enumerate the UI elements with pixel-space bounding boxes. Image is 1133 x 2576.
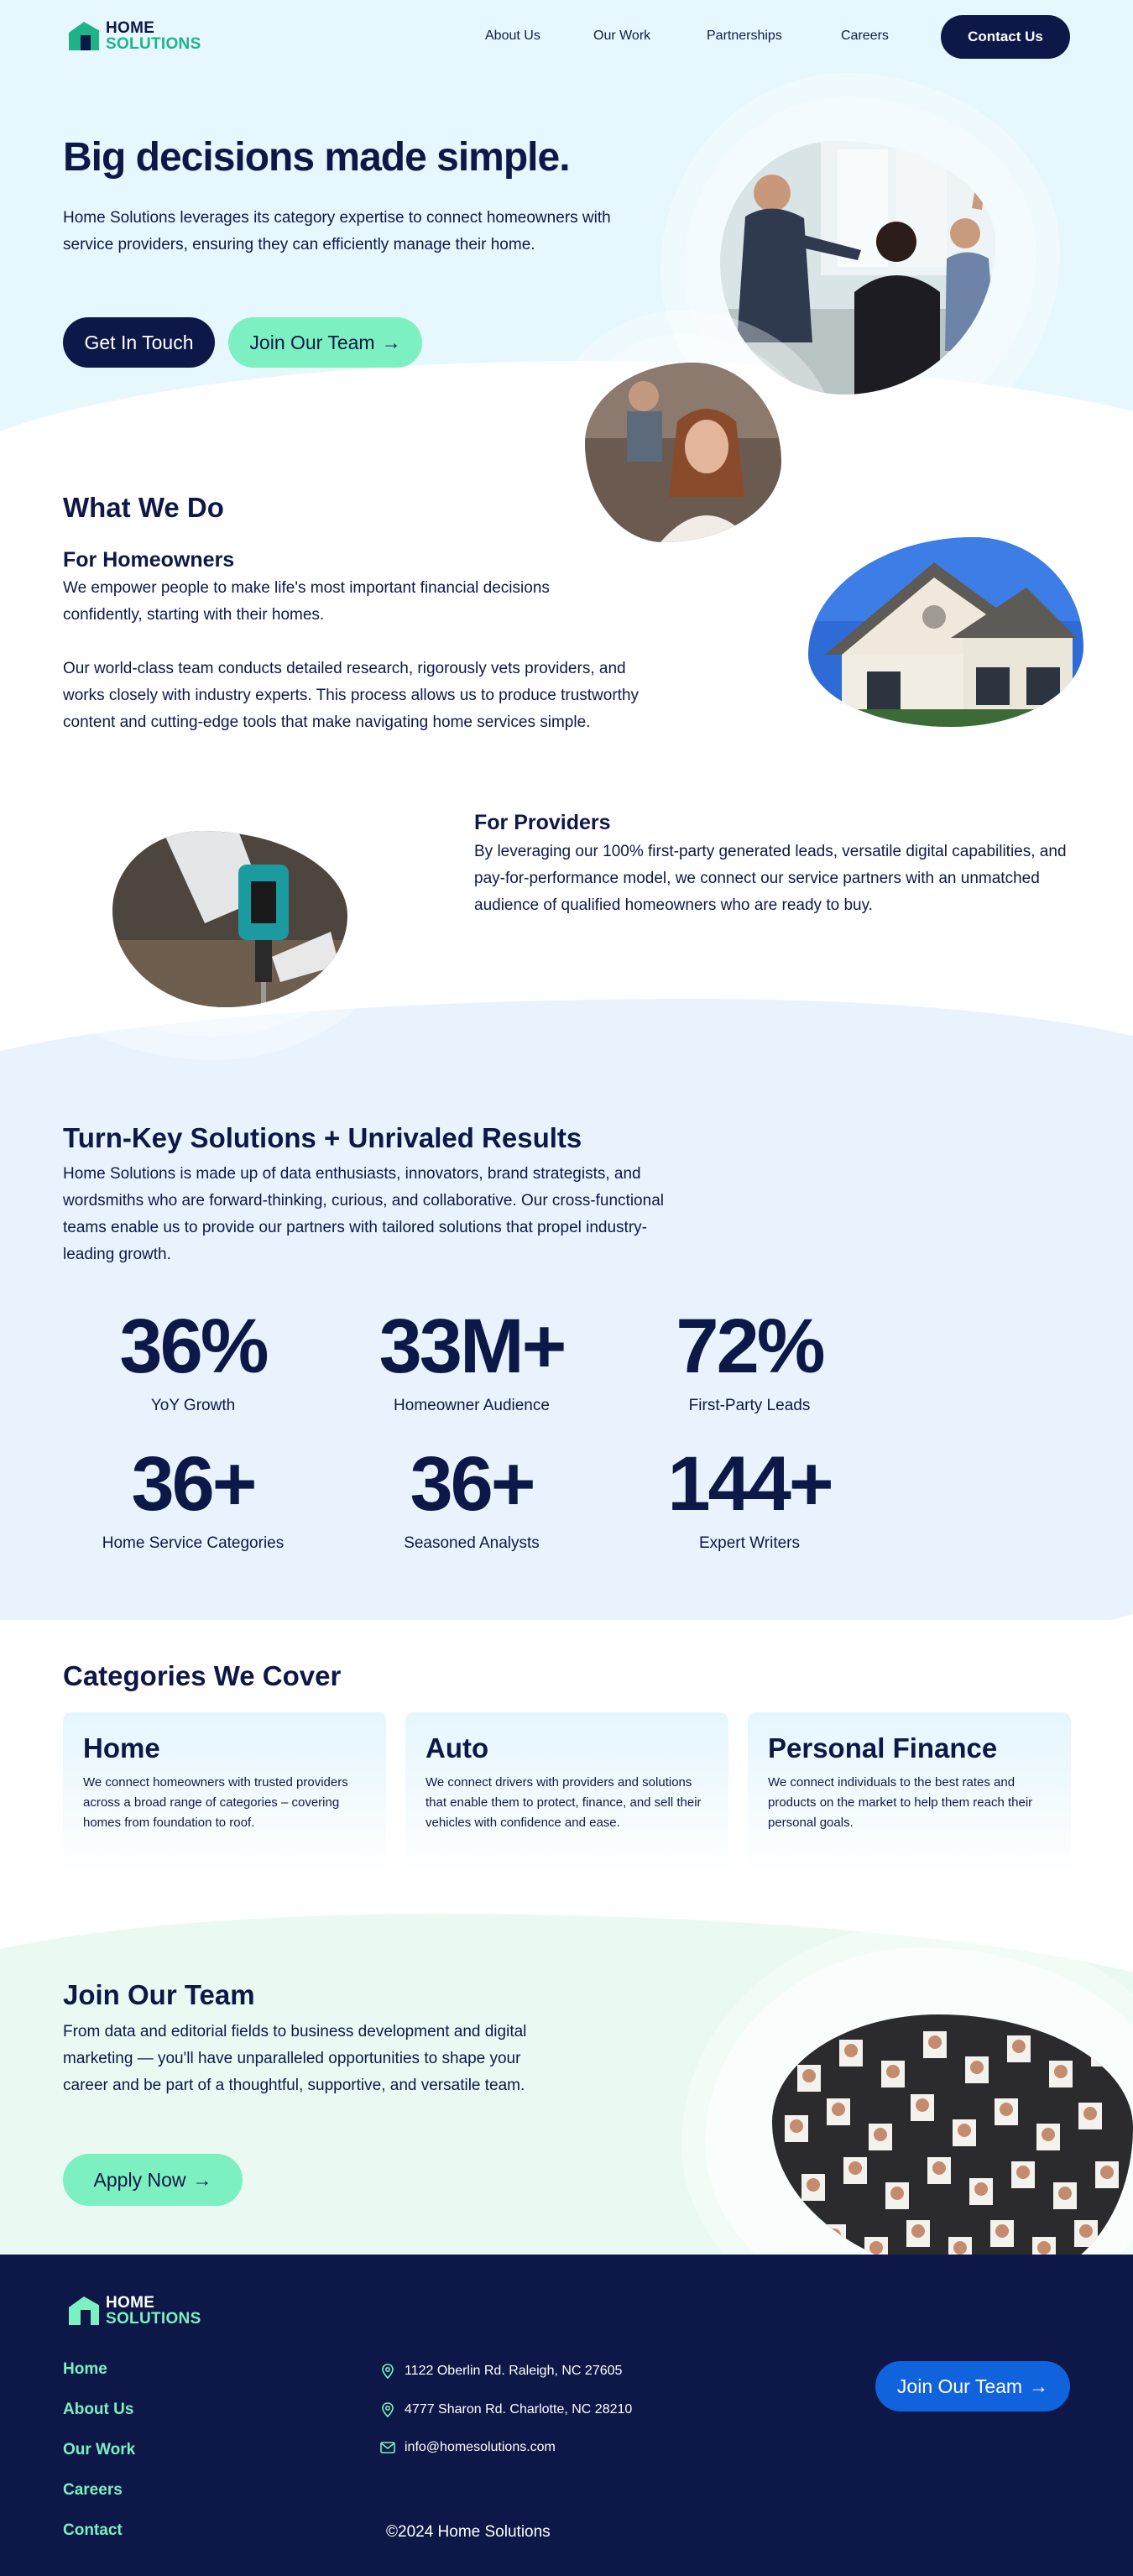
hero-subtitle: Home Solutions leverages its category expertise to connect homeowners with service providers, ensuring they can efficiently manage their home.: [63, 209, 611, 253]
arrow-right-icon: →: [192, 2168, 212, 2191]
stat-label: Homeowner Audience: [394, 1397, 550, 1414]
address-text: 4777 Sharon Rd. Charlotte, NC 28210: [405, 2402, 633, 2417]
for-providers-paragraph: By leveraging our 100% first-party generated leads, versatile digital capabilities, and pay-for-performance model, we connect our service partners with an unmatched audience of qualified homeowners who are ready to buy.: [474, 843, 1067, 914]
stat-label: Seasoned Analysts: [404, 1534, 540, 1552]
category-card-personal-finance[interactable]: [748, 1712, 1071, 1877]
category-card-description: We connect homeowners with trusted providers across a broad range of categories – covering homes from foundation to roof.: [83, 1775, 348, 1830]
results-title: Turn-Key Solutions + Unrivaled Results: [63, 1122, 582, 1153]
for-homeowners-paragraph-2: Our world-class team conducts detailed research, rigorously vets providers, and works closely with industry experts. This process allows us to produce trustworthy content and cutting-edge tools that make navigating home services simple.: [63, 660, 640, 731]
stat-seasoned-analysts: [329, 1441, 614, 1553]
stat-value: 72%: [676, 1304, 823, 1389]
results-paragraph: Home Solutions is made up of data enthusiasts, innovators, brand strategists, and wordsmiths who are forward-thinking, curious, and collaborative. Our cross-functional teams enable us to provide our partners with tailored solutions that propel industry-leading growth.: [63, 1165, 664, 1263]
footer-link-careers[interactable]: Careers: [63, 2481, 123, 2499]
category-card-home[interactable]: [63, 1712, 386, 1877]
categories-title: Categories We Cover: [63, 1660, 342, 1691]
copyright: ©2024 Home Solutions: [386, 2523, 551, 2541]
join-team-paragraph: From data and editorial fields to business development and digital marketing — you'll have unparalleled opportunities to shape your career and be part of a thoughtful, supportive, and versatile team.: [63, 2023, 527, 2094]
stat-expert-writers: [607, 1441, 892, 1553]
nav-partnerships[interactable]: Partnerships: [707, 29, 782, 43]
apply-now-label: Apply Now: [93, 2168, 186, 2191]
footer-join-team-button[interactable]: [875, 2361, 1070, 2411]
apply-now-button[interactable]: [63, 2154, 243, 2206]
contact-us-button[interactable]: Contact Us: [941, 15, 1070, 59]
category-card-auto[interactable]: [405, 1712, 728, 1877]
header-logo[interactable]: [69, 20, 201, 52]
stat-homeowner-audience: [329, 1304, 614, 1415]
logo-line2: SOLUTIONS: [106, 2310, 201, 2328]
logo-line1: HOME: [106, 2294, 155, 2312]
nav-about-us[interactable]: About Us: [485, 29, 540, 43]
stat-value: 144+: [667, 1441, 832, 1527]
category-card-title: Home: [83, 1732, 160, 1763]
get-in-touch-button[interactable]: Get In Touch: [63, 317, 215, 368]
stat-value: 33M+: [379, 1304, 565, 1389]
nav-our-work[interactable]: Our Work: [593, 29, 651, 43]
arrow-right-icon: →: [381, 331, 401, 353]
stat-value: 36+: [131, 1441, 255, 1527]
nav-careers[interactable]: Careers: [841, 29, 889, 43]
footer-link-our-work[interactable]: Our Work: [63, 2441, 136, 2458]
footer-email[interactable]: [379, 2439, 556, 2456]
mail-icon: [379, 2439, 396, 2456]
footer-logo[interactable]: [69, 2295, 201, 2327]
home-logo-icon: [69, 2296, 99, 2325]
email-text: info@homesolutions.com: [405, 2440, 556, 2454]
map-pin-icon: [379, 2401, 396, 2418]
footer-address-raleigh: [379, 2363, 622, 2380]
what-we-do-title: What We Do: [63, 492, 224, 523]
arrow-right-icon: →: [1029, 2375, 1049, 2397]
category-card-title: Auto: [426, 1732, 489, 1763]
stat-home-service-categories: [50, 1441, 336, 1553]
stat-yoy-growth: [50, 1304, 336, 1415]
category-card-description: We connect individuals to the best rates and products on the market to help them reach their personal goals.: [768, 1775, 1033, 1830]
stat-first-party-leads: [607, 1304, 892, 1415]
logo-line2: SOLUTIONS: [106, 35, 201, 53]
hero-title: Big decisions made simple.: [63, 135, 570, 180]
stat-label: Expert Writers: [698, 1534, 800, 1552]
home-logo-icon: [69, 22, 99, 50]
address-text: 1122 Oberlin Rd. Raleigh, NC 27605: [405, 2364, 623, 2378]
footer-address-charlotte: [379, 2401, 632, 2418]
footer-links: [63, 2360, 135, 2562]
join-team-title: Join Our Team: [63, 1979, 255, 2010]
join-our-team-button[interactable]: [228, 317, 422, 368]
stat-value: 36+: [410, 1441, 534, 1527]
stat-label: YoY Growth: [150, 1397, 236, 1414]
join-our-team-label: Join Our Team: [249, 331, 375, 353]
stat-value: 36%: [119, 1304, 267, 1389]
category-card-title: Personal Finance: [768, 1732, 998, 1763]
stat-label: Home Service Categories: [102, 1534, 285, 1552]
for-providers-title: For Providers: [474, 811, 611, 834]
footer-link-contact[interactable]: Contact: [63, 2521, 123, 2539]
footer-link-about-us[interactable]: About Us: [63, 2401, 134, 2418]
footer-join-team-label: Join Our Team: [896, 2375, 1023, 2397]
footer-link-home[interactable]: Home: [63, 2360, 107, 2378]
map-pin-icon: [379, 2363, 396, 2380]
for-homeowners-paragraph-1: We empower people to make life's most important financial decisions confidently, starting with their homes.: [63, 579, 550, 624]
stat-label: First-Party Leads: [688, 1397, 811, 1414]
category-card-description: We connect drivers with providers and solutions that enable them to protect, finance, and sell their vehicles with confidence and ease.: [426, 1775, 702, 1830]
logo-line1: HOME: [106, 19, 155, 37]
for-homeowners-title: For Homeowners: [63, 548, 235, 572]
hero-title-highlight: simple: [436, 135, 560, 180]
